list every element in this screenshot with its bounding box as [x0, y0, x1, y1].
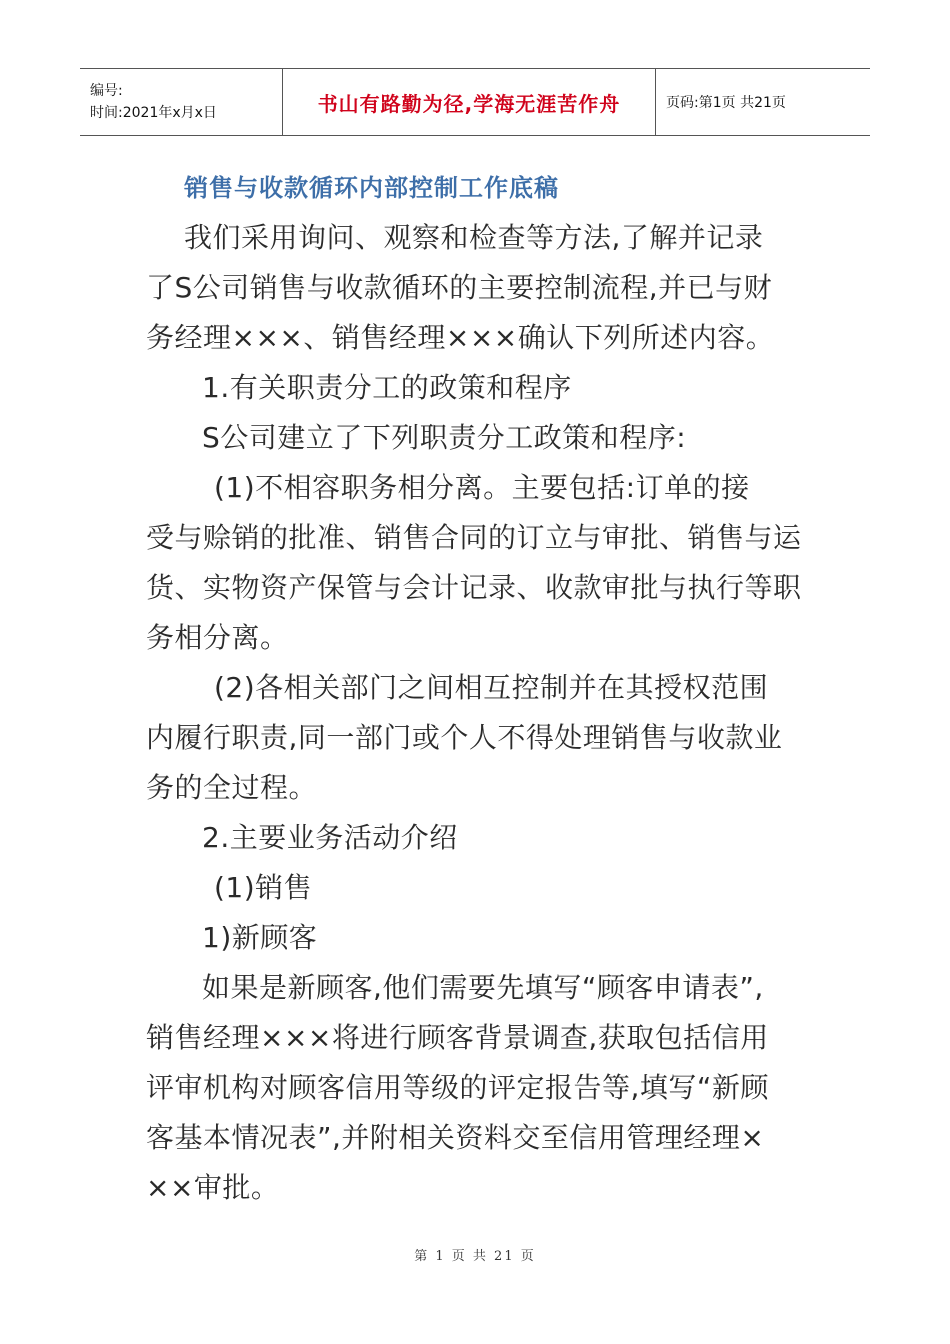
- body-line: ××审批。: [146, 1171, 280, 1204]
- body-line: 我们采用询问、观察和检查等方法,了解并记录: [184, 221, 764, 254]
- body-line: 受与赊销的批准、销售合同的订立与审批、销售与运: [146, 521, 802, 554]
- body-line: 如果是新顾客,他们需要先填写“顾客申请表”,: [202, 971, 764, 1004]
- document-title: 销售与收款循环内部控制工作底稿: [184, 174, 559, 202]
- body-line: S公司建立了下列职责分工政策和程序:: [202, 421, 687, 454]
- body-line: 务的全过程。: [146, 771, 318, 804]
- body-line: 了S公司销售与收款循环的主要控制流程,并已与财: [146, 271, 773, 304]
- header-motto: 书山有路勤为径,学海无涯苦作舟: [317, 91, 621, 116]
- subsection-heading: (1)销售: [214, 871, 313, 904]
- body-line: (2)各相关部门之间相互控制并在其授权范围: [214, 671, 769, 704]
- body-line: 货、实物资产保管与会计记录、收款审批与执行等职: [146, 571, 802, 604]
- body-line: 客基本情况表”,并附相关资料交至信用管理经理×: [146, 1121, 765, 1154]
- body-line: 务经理×××、销售经理×××确认下列所述内容。: [146, 321, 775, 354]
- page-footer: 第 1 页 共 21 页: [414, 1249, 536, 1264]
- body-line: (1)不相容职务相分离。主要包括:订单的接: [214, 471, 750, 504]
- section-heading: 2.主要业务活动介绍: [202, 821, 458, 854]
- header-table: [80, 68, 870, 136]
- header-motto-cell: [282, 69, 656, 135]
- document-number-label: 编号:: [90, 83, 123, 99]
- document-date: 时间:2021年x月x日: [90, 105, 217, 121]
- header-left-cell: [80, 69, 282, 135]
- subsection-heading: 1)新顾客: [202, 921, 318, 954]
- header-page-info: 页码:第1页 共21页: [666, 95, 786, 111]
- section-heading: 1.有关职责分工的政策和程序: [202, 371, 572, 404]
- body-line: 评审机构对顾客信用等级的评定报告等,填写“新顾: [146, 1071, 769, 1104]
- body-line: 务相分离。: [146, 621, 289, 654]
- body-line: 销售经理×××将进行顾客背景调查,获取包括信用: [146, 1021, 769, 1054]
- body-line: 内履行职责,同一部门或个人不得处理销售与收款业: [146, 721, 783, 754]
